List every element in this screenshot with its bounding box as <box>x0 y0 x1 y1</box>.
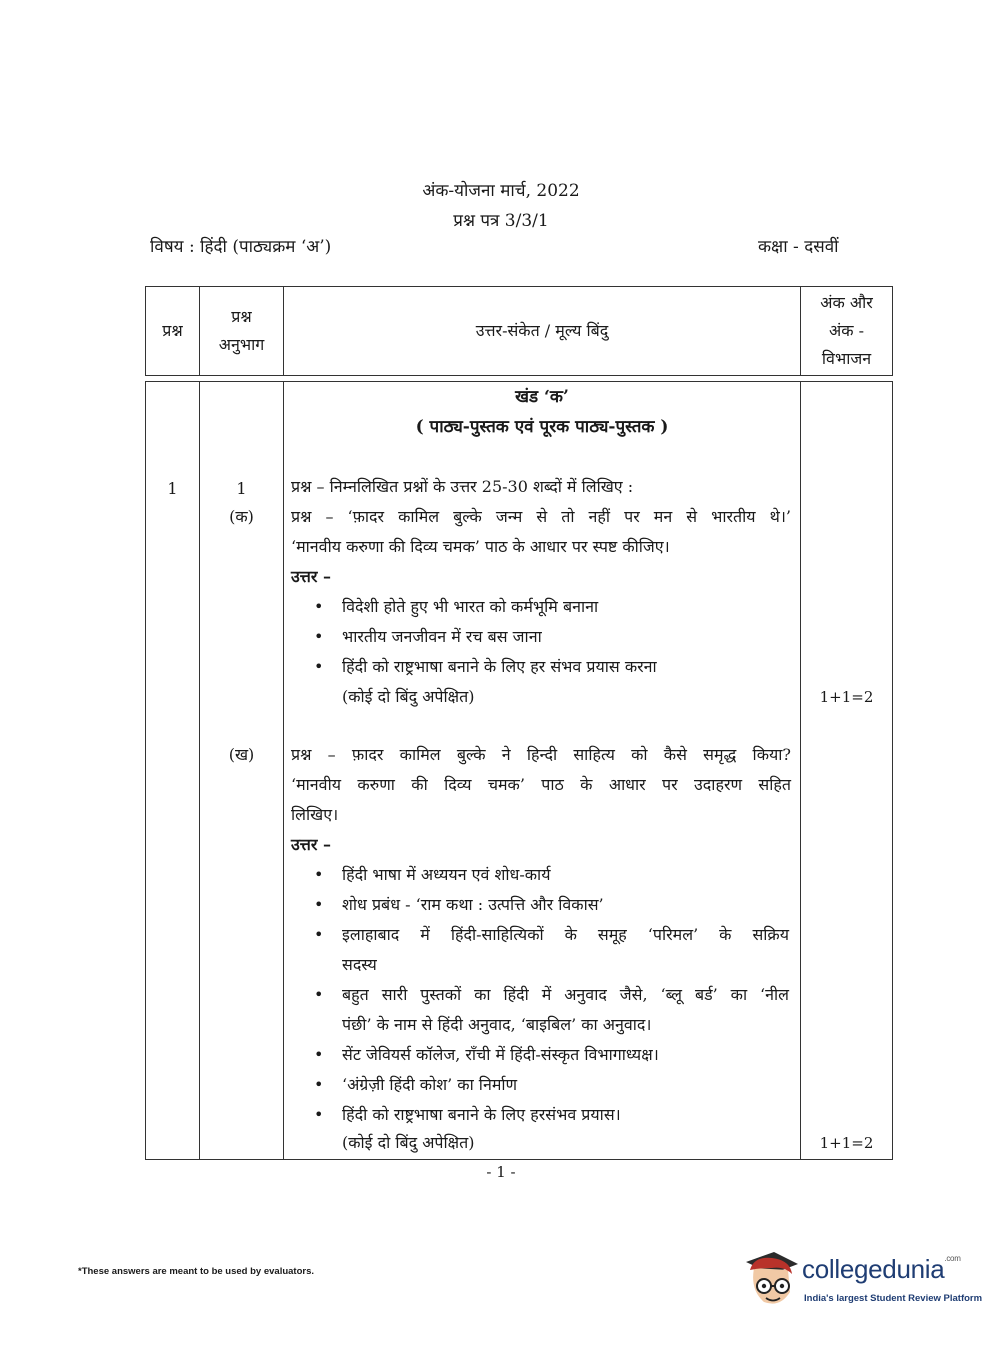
part-ka-question-line1: प्रश्न – ‘फ़ादर कामिल बुल्के जन्म से तो नहीं पर मन से भारतीय थे।’ <box>291 507 791 526</box>
page-number: - 1 - <box>486 1163 516 1181</box>
header-question: प्रश्न <box>146 287 200 376</box>
list-item-continuation: सदस्य <box>342 955 377 974</box>
list-item: • हिंदी को राष्ट्रभाषा बनाने के लिए हर संभव प्रयास करना <box>314 652 789 682</box>
header-marks-line1: अंक और <box>820 293 873 312</box>
part-kha-question-line3: लिखिए। <box>291 805 339 824</box>
list-item-continuation: पंछी’ के नाम से हिंदी अनुवाद, ‘बाइबिल’ का अनुवाद। <box>342 1015 652 1034</box>
logo-wordmark: collegedunia$^{.com}$ <box>802 1254 961 1284</box>
list-item: • ‘अंग्रेज़ी हिंदी कोश’ का निर्माण <box>314 1070 789 1100</box>
marking-table-body <box>145 381 893 1160</box>
part-kha-answer-label: उत्तर – <box>291 835 331 854</box>
part-kha-label: (ख) <box>228 745 255 764</box>
part-ka-answer-label: उत्तर – <box>291 567 331 586</box>
list-item: • भारतीय जनजीवन में रच बस जाना <box>314 622 789 652</box>
header-section-line2: अनुभाग <box>218 335 265 354</box>
header-marks <box>801 287 893 376</box>
list-item: • बहुत सारी पुस्तकों का हिंदी में अनुवाद जैसे, ‘ब्लू बर्ड’ का ‘नील <box>314 980 789 1010</box>
question-number: 1 <box>167 479 178 498</box>
header-marks-line2: अंक - <box>828 321 864 340</box>
question-instruction: प्रश्न – निम्नलिखित प्रश्नों के उत्तर 25-30 शब्दों में लिखिए : <box>291 477 634 496</box>
part-kha-question-line1: प्रश्न – फ़ादर कामिल बुल्के ने हिन्दी साहित्य को कैसे समृद्ध किया? <box>291 745 791 764</box>
evaluator-disclaimer: *These answers are meant to be used by evaluators. <box>78 1266 315 1277</box>
logo-tagline: India's largest Student Review Platform <box>804 1293 983 1304</box>
part-ka-label: (क) <box>229 507 254 526</box>
part-ka-marks: 1+1=2 <box>819 688 874 706</box>
document-title: अंक-योजना मार्च, 2022 <box>422 181 580 201</box>
list-item: • शोध प्रबंध - ‘राम कथा : उत्पत्ति और विकास’ <box>314 890 789 920</box>
list-item: • हिंदी भाषा में अध्ययन एवं शोध-कार्य <box>314 860 789 890</box>
list-item: • इलाहाबाद में हिंदी-साहित्यिकों के समूह ‘परिमल’ के सक्रिय <box>314 920 789 950</box>
header-marks-line3: विभाजन <box>821 349 872 368</box>
section-title: खंड ‘क’ <box>515 387 569 407</box>
section-subtitle: ( पाठ्य-पुस्तक एवं पूरक पाठ्य-पुस्तक ) <box>415 417 669 437</box>
header-answer-hints: उत्तर-संकेत / मूल्य बिंदु <box>284 287 801 376</box>
part-ka-question-line2: ‘मानवीय करुणा की दिव्य चमक’ पाठ के आधार पर स्पष्ट कीजिए। <box>291 537 670 556</box>
header-section-line1: प्रश्न <box>231 307 252 326</box>
list-item: • सेंट जेवियर्स कॉलेज, राँची में हिंदी-संस्कृत विभागाध्यक्ष। <box>314 1040 789 1070</box>
list-item: • विदेशी होते हुए भी भारत को कर्मभूमि बनाना <box>314 592 789 622</box>
part-ka-note: (कोई दो बिंदु अपेक्षित) <box>342 687 475 706</box>
part-kha-question-line2: ‘मानवीय करुणा की दिव्य चमक’ पाठ के आधार पर उदाहरण सहित <box>291 775 791 794</box>
class-label: कक्षा - दसवीं <box>758 237 839 257</box>
part-kha-note: (कोई दो बिंदु अपेक्षित) <box>342 1133 475 1152</box>
list-item: • हिंदी को राष्ट्रभाषा बनाने के लिए हरसंभव प्रयास। <box>314 1100 789 1130</box>
paper-code: प्रश्न पत्र 3/3/1 <box>453 211 549 231</box>
marking-table-header <box>145 286 893 376</box>
collegedunia-logo <box>740 1248 983 1316</box>
part-kha-marks: 1+1=2 <box>819 1134 874 1152</box>
sub-question-number: 1 <box>236 479 247 498</box>
header-section <box>200 287 284 376</box>
subject-label: विषय : हिंदी (पाठ्यक्रम ‘अ’) <box>150 237 332 257</box>
mascot-icon <box>740 1248 802 1316</box>
